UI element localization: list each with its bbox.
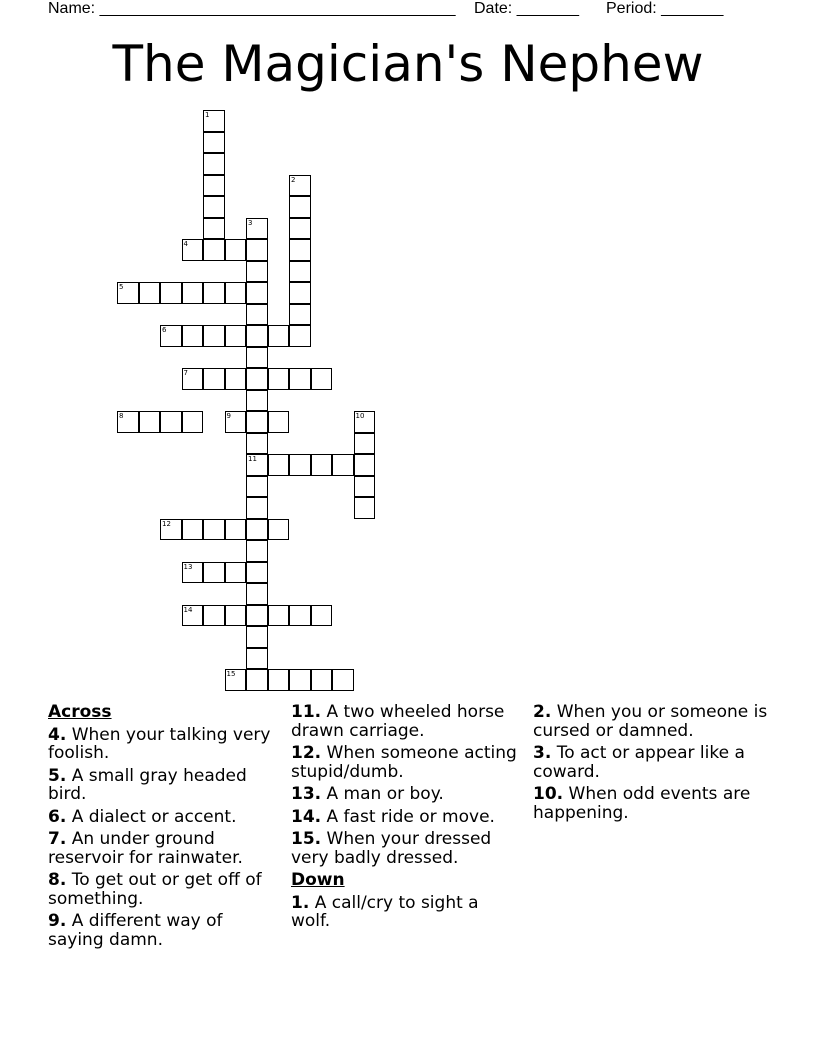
grid-cell[interactable] [268, 669, 290, 691]
grid-cell[interactable] [203, 325, 225, 347]
clue-number: 1. [291, 892, 310, 913]
clue-number-label: 15 [226, 670, 236, 678]
across-heading: Across [48, 702, 112, 722]
grid-cell[interactable] [332, 669, 354, 691]
clue-item [291, 894, 523, 931]
grid-cell[interactable] [246, 218, 268, 240]
grid-cell[interactable] [182, 282, 204, 304]
clue-text: A small gray headed bird. [48, 765, 247, 804]
grid-cell[interactable] [246, 239, 268, 261]
clue-item [291, 744, 523, 781]
grid-cell[interactable] [203, 519, 225, 541]
clue-number: 15. [291, 829, 322, 849]
clue-item [48, 912, 280, 949]
grid-cell[interactable] [182, 325, 204, 347]
clue-item [291, 830, 523, 867]
grid-cell[interactable] [182, 605, 204, 627]
clue-text: A fast ride or move. [321, 806, 495, 827]
clue-number: 12. [291, 743, 322, 763]
clue-number: 11. [291, 702, 322, 722]
clue-item [48, 767, 280, 804]
grid-cell[interactable] [268, 411, 290, 433]
clue-item [291, 703, 523, 740]
clue-number-label: 3 [248, 218, 253, 227]
grid-cell[interactable] [289, 282, 311, 304]
grid-cell[interactable] [246, 605, 268, 627]
clue-number: 14. [291, 806, 322, 827]
clue-number-label: 5 [119, 283, 124, 291]
down-clue-list [291, 894, 523, 931]
grid-cell[interactable] [246, 626, 268, 648]
name-field-label: Name: ________________________________________ [48, 0, 456, 17]
grid-cell[interactable] [311, 454, 333, 476]
clue-number: 9. [48, 911, 67, 931]
grid-cell[interactable] [203, 239, 225, 261]
clue-number: 2. [533, 702, 552, 722]
clue-number: 4. [48, 724, 67, 745]
grid-cell[interactable] [289, 368, 311, 390]
down-heading: Down [291, 870, 345, 890]
grid-cell[interactable] [182, 562, 204, 584]
grid-cell[interactable] [246, 476, 268, 498]
clues-column-2 [291, 701, 523, 931]
grid-cell[interactable] [225, 411, 247, 433]
grid-cell[interactable] [268, 519, 290, 541]
grid-cell[interactable] [354, 433, 376, 455]
grid-cell[interactable] [246, 583, 268, 605]
clue-item [533, 703, 773, 740]
grid-cell[interactable] [268, 368, 290, 390]
grid-cell[interactable] [268, 454, 290, 476]
grid-cell[interactable] [311, 368, 333, 390]
date-field-label: Date: _______ [474, 0, 579, 17]
across-clue-list [48, 726, 280, 950]
grid-cell[interactable] [225, 368, 247, 390]
grid-cell[interactable] [203, 368, 225, 390]
clue-number-label: 7 [183, 369, 188, 377]
clue-text: A man or boy. [321, 784, 444, 804]
header [48, 0, 768, 22]
grid-cell[interactable] [246, 669, 268, 691]
grid-cell[interactable] [332, 454, 354, 476]
grid-cell[interactable] [311, 605, 333, 627]
grid-cell[interactable] [246, 390, 268, 412]
clue-number: 10. [533, 784, 564, 804]
clue-text: A two wheeled horse drawn carriage. [291, 702, 505, 741]
grid-cell[interactable] [289, 605, 311, 627]
grid-cell[interactable] [268, 325, 290, 347]
grid-cell[interactable] [311, 669, 333, 691]
grid-cell[interactable] [182, 411, 204, 433]
clue-item [291, 785, 523, 804]
grid-cell[interactable] [246, 519, 268, 541]
clue-text: When you or someone is cursed or damned. [533, 702, 768, 741]
grid-cell[interactable] [289, 304, 311, 326]
grid-cell[interactable] [203, 562, 225, 584]
grid-cell[interactable] [289, 218, 311, 240]
grid-cell[interactable] [289, 196, 311, 218]
grid-cell[interactable] [225, 605, 247, 627]
clue-number: 8. [48, 870, 67, 890]
grid-cell[interactable] [182, 368, 204, 390]
clue-number: 5. [48, 765, 67, 786]
clue-text: A call/cry to sight a wolf. [291, 892, 479, 931]
grid-cell[interactable] [203, 605, 225, 627]
grid-cell[interactable] [246, 562, 268, 584]
across-clue-list-continued [291, 703, 523, 867]
clue-item [291, 808, 523, 827]
grid-cell[interactable] [246, 261, 268, 283]
clue-item [48, 871, 280, 908]
clue-number-label: 13 [183, 562, 193, 571]
down-clue-list-continued [533, 703, 773, 822]
clue-number-label: 9 [226, 412, 231, 420]
grid-cell[interactable] [246, 540, 268, 562]
clue-number: 13. [291, 784, 322, 804]
clue-item [48, 808, 280, 827]
clue-text: When odd events are happening. [533, 784, 751, 823]
clue-text: When your talking very foolish. [48, 724, 271, 763]
grid-cell[interactable] [289, 454, 311, 476]
grid-cell[interactable] [160, 411, 182, 433]
clue-number: 7. [48, 829, 67, 849]
grid-cell[interactable] [246, 304, 268, 326]
clue-number-label: 6 [162, 326, 167, 334]
clue-number-label: 8 [119, 412, 124, 420]
grid-cell[interactable] [203, 196, 225, 218]
grid-cell[interactable] [246, 368, 268, 390]
grid-cell[interactable] [225, 282, 247, 304]
grid-cell[interactable] [203, 175, 225, 197]
grid-cell[interactable] [182, 239, 204, 261]
grid-cell[interactable] [289, 325, 311, 347]
clues-column-3 [533, 701, 773, 822]
clue-item [533, 785, 773, 822]
grid-cell[interactable] [117, 411, 139, 433]
clue-number-label: 11 [248, 455, 257, 463]
clues-column-1 [48, 701, 280, 949]
grid-cell[interactable] [289, 669, 311, 691]
clue-number-label: 14 [183, 605, 193, 614]
grid-cell[interactable] [354, 476, 376, 498]
grid-cell[interactable] [246, 325, 268, 347]
grid-cell[interactable] [139, 282, 161, 304]
grid-cell[interactable] [354, 411, 376, 433]
grid-cell[interactable] [203, 153, 225, 175]
grid-cell[interactable] [160, 325, 182, 347]
grid-cell[interactable] [160, 519, 182, 541]
clue-item [533, 744, 773, 781]
grid-cell[interactable] [289, 175, 311, 197]
grid-cell[interactable] [268, 605, 290, 627]
grid-cell[interactable] [225, 562, 247, 584]
period-field-label: Period: _______ [606, 0, 724, 17]
clue-number-label: 2 [291, 175, 296, 184]
grid-cell[interactable] [160, 282, 182, 304]
clue-number: 3. [533, 743, 552, 763]
grid-cell[interactable] [289, 261, 311, 283]
clue-text: An under ground reservoir for rainwater. [48, 829, 243, 868]
grid-cell[interactable] [289, 239, 311, 261]
grid-cell[interactable] [354, 497, 376, 519]
grid-cell[interactable] [203, 132, 225, 154]
grid-cell[interactable] [225, 669, 247, 691]
clue-text: A different way of saying damn. [48, 911, 223, 950]
grid-cell[interactable] [203, 218, 225, 240]
clue-text: To get out or get off of something. [48, 870, 262, 909]
clue-number-label: 12 [162, 519, 171, 528]
clue-number-label: 4 [183, 240, 188, 248]
grid-cell[interactable] [246, 497, 268, 519]
clue-text: When someone acting stupid/dumb. [291, 743, 517, 782]
grid-cell[interactable] [182, 519, 204, 541]
page-title: The Magician's Nephew [112, 35, 704, 93]
clue-item [48, 726, 280, 763]
clue-text: When your dressed very badly dressed. [291, 829, 492, 868]
grid-cell[interactable] [246, 648, 268, 670]
clue-text: To act or appear like a coward. [533, 743, 745, 782]
grid-cell[interactable] [225, 519, 247, 541]
grid-cell[interactable] [246, 282, 268, 304]
grid-cell[interactable] [246, 454, 268, 476]
clue-text: A dialect or accent. [66, 806, 237, 827]
grid-cell[interactable] [354, 454, 376, 476]
grid-cell[interactable] [246, 411, 268, 433]
grid-cell[interactable] [203, 282, 225, 304]
grid-cell[interactable] [225, 325, 247, 347]
grid-cell[interactable] [139, 411, 161, 433]
grid-cell[interactable] [246, 433, 268, 455]
grid-cell[interactable] [225, 239, 247, 261]
grid-cell[interactable] [117, 282, 139, 304]
grid-cell[interactable] [203, 110, 225, 132]
clue-number-label: 10 [355, 412, 365, 420]
clue-item [48, 830, 280, 867]
clue-number-label: 1 [205, 111, 210, 119]
grid-cell[interactable] [246, 347, 268, 369]
clue-number: 6. [48, 806, 67, 827]
